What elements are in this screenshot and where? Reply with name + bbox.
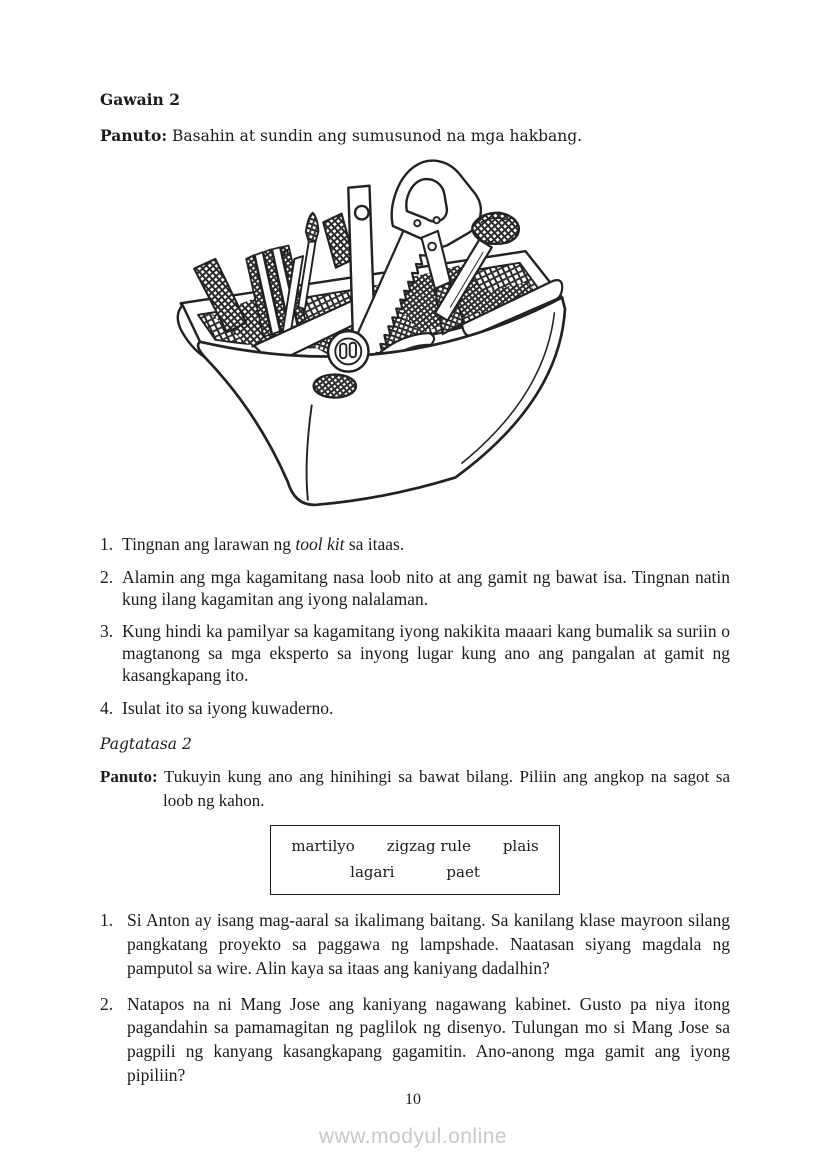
question-2 (100, 993, 730, 1088)
panuto-text: Tukuyin kung ano ang hinihingi sa bawat bilang. Piliin ang angkop na sagot sa loob ng kahon. (163, 766, 730, 811)
activity-instructions (100, 126, 730, 147)
watermark: www.modyul.online (318, 1125, 508, 1148)
question-text: Natapos na ni Mang Jose ang kaniyang nagawang kabinet. Gusto pa niya itong pagandahin sa pamamagitan ng paglilok ng disenyo. Tulungan mo si Mang Jose sa pagpili ng kanyang kasangkapang gagamitin. Ano-anong mga gamit ang iyong pipiliin? (127, 993, 730, 1085)
page-number: 10 (405, 1091, 421, 1108)
assessment-instructions (100, 765, 730, 813)
toolkit-illustration (144, 153, 568, 519)
panuto-label: Panuto: (100, 126, 168, 146)
activity-steps (100, 533, 730, 719)
step-number: 2. (100, 566, 114, 587)
panuto-text: Basahin at sundin ang sumusunod na mga hakbang. (171, 127, 583, 146)
question-text: Si Anton ay isang mag-aaral sa ikalimang baitang. Sa kanilang klase mayroon silang pangkatang proyekto sa paggawa ng lampshade. Naatasan siyang magdala ng pamputol sa wire. Alin kaya sa itaas ang kaniyang dadalhin? (127, 910, 730, 978)
word-bank-item: zigzag rule (386, 837, 471, 856)
assessment-title: Pagtatasa 2 (100, 734, 192, 753)
panuto-label: Panuto: (100, 766, 158, 786)
step-3 (100, 620, 730, 687)
question-1 (100, 909, 730, 980)
word-bank-item: paet (446, 863, 480, 882)
step-text: Alamin ang mga kagamitang nasa loob nito at ang gamit ng bawat isa. Tingnan natin kung ilang kagamitan ang iyong nalalaman. (122, 566, 730, 609)
word-bank-row (281, 859, 549, 885)
step-2 (100, 566, 730, 610)
step-text: sa itaas. (344, 534, 405, 555)
assessment-questions (100, 909, 730, 1088)
word-bank-item: plais (502, 837, 539, 856)
question-number: 1. (100, 910, 114, 931)
step-1 (100, 533, 730, 555)
step-number: 1. (100, 534, 114, 555)
step-text: Kung hindi ka pamilyar sa kagamitang iyong nakikita maaari kang bumalik sa suriin o magtanong sa mga eksperto sa inyong lugar kung ano ang pangalan at gamit ng kasangkapang ito. (122, 620, 730, 686)
step-number: 4. (100, 697, 114, 718)
activity-title: Gawain 2 (100, 90, 181, 109)
toolkit-figure (144, 153, 568, 519)
step-text: Isulat ito sa iyong kuwaderno. (122, 697, 334, 718)
step-4 (100, 697, 730, 719)
step-number: 3. (100, 620, 114, 641)
word-bank-item: martilyo (291, 837, 355, 856)
question-number: 2. (100, 993, 114, 1014)
answer-choices-box (270, 825, 560, 895)
word-bank-row (281, 833, 549, 859)
word-bank-item: lagari (350, 863, 395, 882)
step-text-italic: tool kit (295, 534, 345, 555)
step-text: Tingnan ang larawan ng (122, 534, 296, 555)
